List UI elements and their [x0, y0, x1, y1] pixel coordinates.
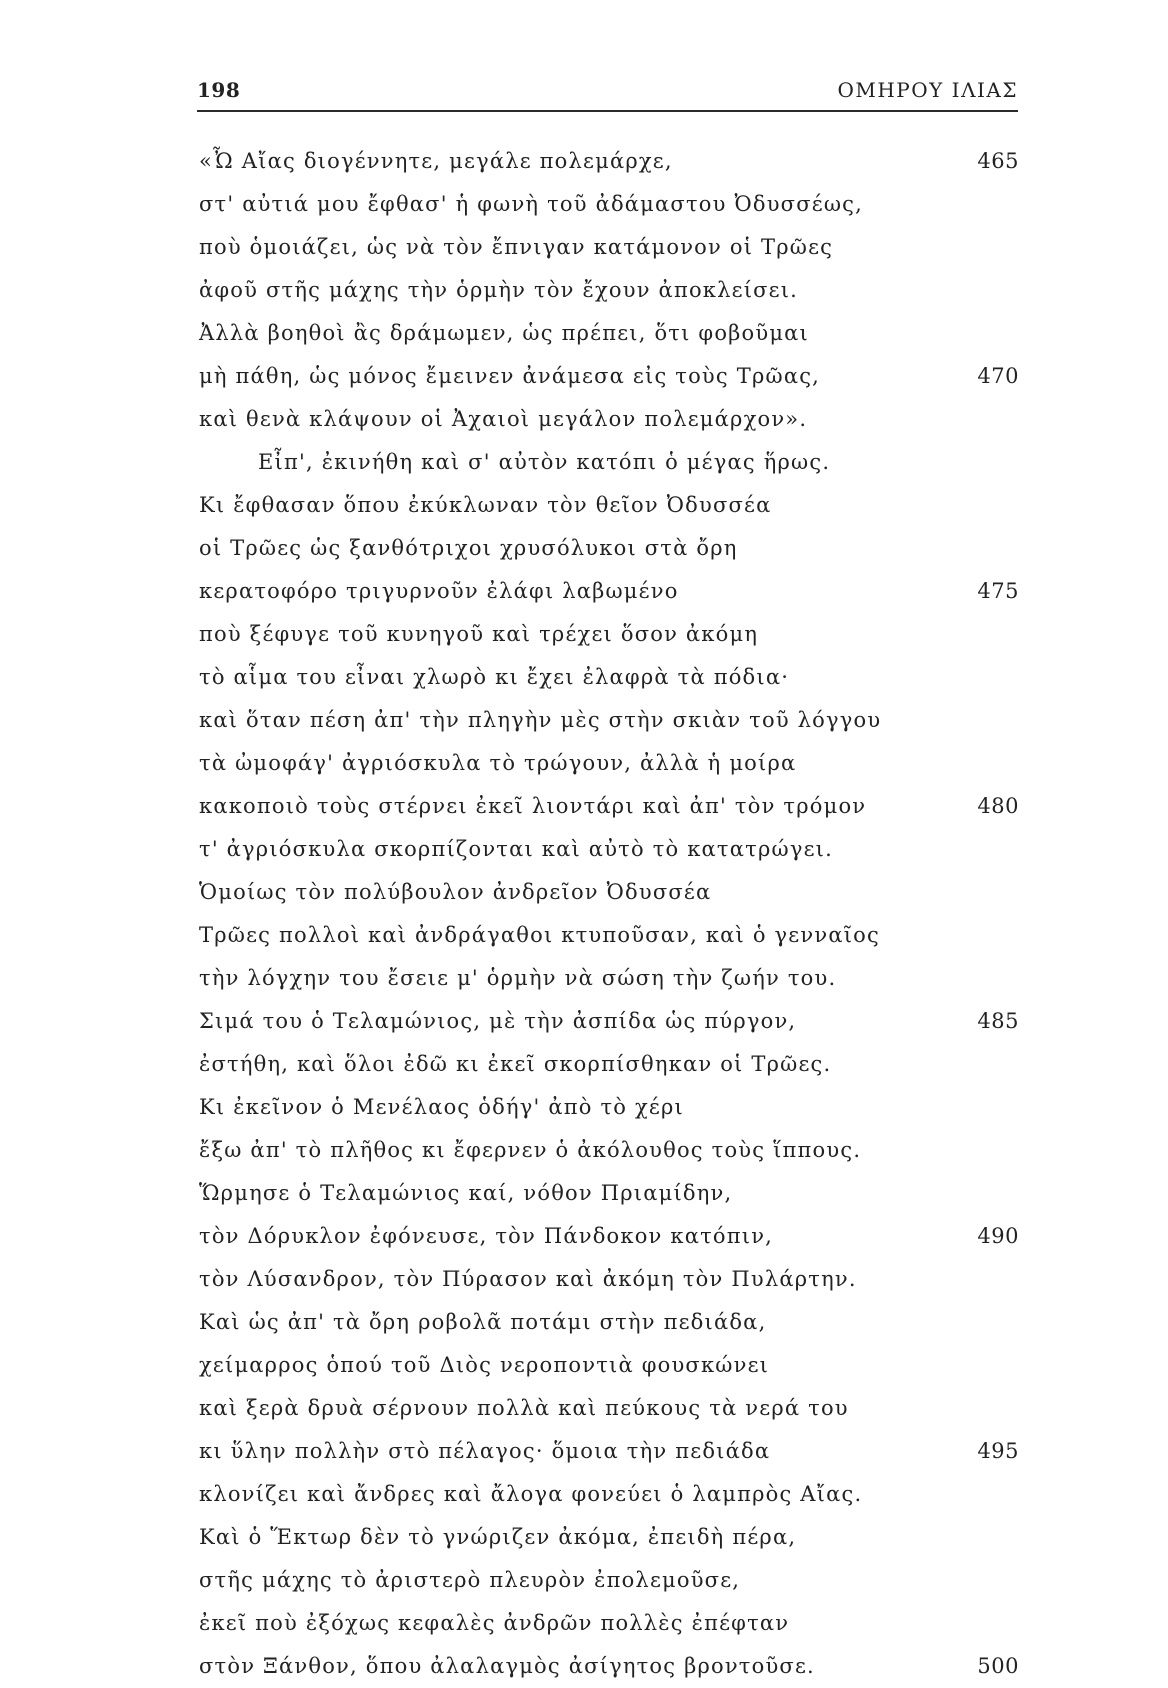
page-header — [197, 70, 1018, 112]
line-text: Εἶπ', ἐκινήθη καὶ σ' αὐτὸν κατόπι ὁ μέγας ἥρως. — [258, 450, 831, 474]
line-text: κακοποιὸ τοὺς στέρνει ἐκεῖ λιοντάρι καὶ ἀπ' τὸν τρόμον — [199, 794, 867, 818]
line-text: τὰ ὠμοφάγ' ἀγριόσκυλα τὸ τρώγουν, ἀλλὰ ἡ μοίρα — [199, 751, 797, 775]
line-number: 500 — [977, 1654, 1019, 1678]
line-text: καὶ ὅταν πέση ἀπ' τὴν πληγὴν μὲς στὴν σκιὰν τοῦ λόγγου — [199, 708, 882, 732]
poem-line — [199, 1215, 1019, 1258]
line-text: τὸ αἷμα του εἶναι χλωρὸ κι ἔχει ἐλαφρὰ τὰ πόδια· — [199, 665, 790, 689]
line-number: 490 — [977, 1224, 1019, 1248]
poem-line — [199, 871, 1019, 914]
line-number: 485 — [977, 1009, 1019, 1033]
line-text: τὴν λόγχην του ἔσειε μ' ὁρμὴν νὰ σώση τὴν ζωήν του. — [199, 966, 837, 990]
poem-line — [199, 441, 1019, 484]
line-text: Κι ἔφθασαν ὅπου ἐκύκλωναν τὸν θεῖον Ὀδυσσέα — [199, 493, 772, 517]
poem-line — [199, 1086, 1019, 1129]
poem-line — [199, 1043, 1019, 1086]
line-text: ἀφοῦ στῆς μάχης τὴν ὁρμὴν τὸν ἔχουν ἀποκλείσει. — [199, 278, 799, 302]
poem-line — [199, 355, 1019, 398]
line-text: Σιμά του ὁ Τελαμώνιος, μὲ τὴν ἀσπίδα ὡς πύργον, — [199, 1009, 797, 1033]
line-number: 480 — [977, 794, 1019, 818]
poem-line — [199, 1129, 1019, 1172]
line-text: Καὶ ὡς ἀπ' τὰ ὄρη ροβολᾶ ποτάμι στὴν πεδιάδα, — [199, 1310, 767, 1334]
poem-line — [199, 1645, 1019, 1688]
poem-line — [199, 828, 1019, 871]
poem-line — [199, 957, 1019, 1000]
line-number: 470 — [977, 364, 1019, 388]
line-text: κερατοφόρο τριγυρνοῦν ἐλάφι λαβωμένο — [199, 579, 679, 603]
poem-line — [199, 785, 1019, 828]
line-text: ποὺ ὁμοιάζει, ὡς νὰ τὸν ἔπνιγαν κατάμονον οἱ Τρῶες — [199, 235, 834, 259]
line-text: κλονίζει καὶ ἄνδρες καὶ ἄλογα φονεύει ὁ λαμπρὸς Αἴας. — [199, 1482, 863, 1506]
poem-line — [199, 742, 1019, 785]
line-text: ἔξω ἀπ' τὸ πλῆθος κι ἔφερνεν ὁ ἀκόλουθος τοὺς ἵππους. — [199, 1138, 862, 1162]
page-number: 198 — [197, 78, 241, 102]
poem-line — [199, 699, 1019, 742]
poem-line — [199, 1473, 1019, 1516]
poem-line — [199, 226, 1019, 269]
poem-line — [199, 1516, 1019, 1559]
poem-line — [199, 1000, 1019, 1043]
poem-line — [199, 140, 1019, 183]
line-text: τὸν Δόρυκλον ἐφόνευσε, τὸν Πάνδοκον κατόπιν, — [199, 1224, 774, 1248]
line-text: τ' ἀγριόσκυλα σκορπίζονται καὶ αὐτὸ τὸ κατατρώγει. — [199, 837, 833, 861]
line-text: κι ὕλην πολλὴν στὸ πέλαγος· ὅμοια τὴν πεδιάδα — [199, 1439, 771, 1463]
line-text: Κι ἐκεῖνον ὁ Μενέλαος ὁδήγ' ἀπὸ τὸ χέρι — [199, 1095, 684, 1119]
poem-line — [199, 613, 1019, 656]
poem-line — [199, 914, 1019, 957]
line-text: καὶ ξερὰ δρυὰ σέρνουν πολλὰ καὶ πεύκους τὰ νερά του — [199, 1396, 849, 1420]
line-text: Ὥρμησε ὁ Τελαμώνιος καί, νόθον Πριαμίδην, — [199, 1181, 733, 1205]
line-text: τὸν Λύσανδρον, τὸν Πύρασον καὶ ἀκόμη τὸν Πυλάρτην. — [199, 1267, 857, 1291]
poem-line — [199, 398, 1019, 441]
poem-line — [199, 1387, 1019, 1430]
line-text: χείμαρρος ὁπού τοῦ Διὸς νεροποντιὰ φουσκώνει — [199, 1353, 770, 1377]
line-text: καὶ θενὰ κλάψουν οἱ Ἀχαιοὶ μεγάλον πολεμάρχον». — [199, 407, 808, 431]
poem-line — [199, 1559, 1019, 1602]
poem-line — [199, 1344, 1019, 1387]
line-text: ποὺ ξέφυγε τοῦ κυνηγοῦ καὶ τρέχει ὅσον ἀκόμη — [199, 622, 759, 646]
line-text: ἐστήθη, καὶ ὅλοι ἐδῶ κι ἐκεῖ σκορπίσθηκαν οἱ Τρῶες. — [199, 1052, 832, 1076]
line-text: Ἀλλὰ βοηθοὶ ἂς δράμωμεν, ὡς πρέπει, ὅτι φοβοῦμαι — [199, 321, 809, 345]
line-text: στῆς μάχης τὸ ἀριστερὸ πλευρὸν ἐπολεμοῦσε, — [199, 1568, 741, 1592]
running-title: ΟΜΗΡΟΥ ΙΛΙΑΣ — [837, 78, 1018, 102]
line-text: οἱ Τρῶες ὡς ξανθότριχοι χρυσόλυκοι στὰ ὄρη — [199, 536, 738, 560]
line-text: Καὶ ὁ Ἕκτωρ δὲν τὸ γνώριζεν ἀκόμα, ἐπειδὴ πέρα, — [199, 1525, 797, 1549]
line-number: 475 — [977, 579, 1019, 603]
poem-line — [199, 269, 1019, 312]
poem-line — [199, 570, 1019, 613]
poem-line — [199, 1602, 1019, 1645]
poem-line — [199, 1430, 1019, 1473]
poem-line — [199, 527, 1019, 570]
poem-line — [199, 484, 1019, 527]
poem-line — [199, 1301, 1019, 1344]
poem-line — [199, 656, 1019, 699]
line-text: Τρῶες πολλοὶ καὶ ἀνδράγαθοι κτυποῦσαν, καὶ ὁ γενναῖος — [199, 923, 880, 947]
line-text: Ὁμοίως τὸν πολύβουλον ἀνδρεῖον Ὀδυσσέα — [199, 880, 712, 904]
line-text: ἐκεῖ ποὺ ἐξόχως κεφαλὲς ἀνδρῶν πολλὲς ἐπέφταν — [199, 1611, 790, 1635]
line-text: μὴ πάθη, ὡς μόνος ἔμεινεν ἀνάμεσα εἰς τοὺς Τρῶας, — [199, 364, 821, 388]
poem-line — [199, 312, 1019, 355]
line-text: στὸν Ξάνθον, ὅπου ἀλαλαγμὸς ἀσίγητος βροντοῦσε. — [199, 1654, 815, 1678]
poem-line — [199, 1258, 1019, 1301]
poem-text — [199, 140, 1019, 1688]
line-number: 495 — [977, 1439, 1019, 1463]
poem-line — [199, 1172, 1019, 1215]
poem-line — [199, 183, 1019, 226]
line-number: 465 — [977, 149, 1019, 173]
line-text: στ' αὐτιά μου ἔφθασ' ἡ φωνὴ τοῦ ἀδάμαστου Ὀδυσσέως, — [199, 192, 863, 216]
line-text: «Ὦ Αἴας διογέννητε, μεγάλε πολεμάρχε, — [199, 149, 673, 173]
